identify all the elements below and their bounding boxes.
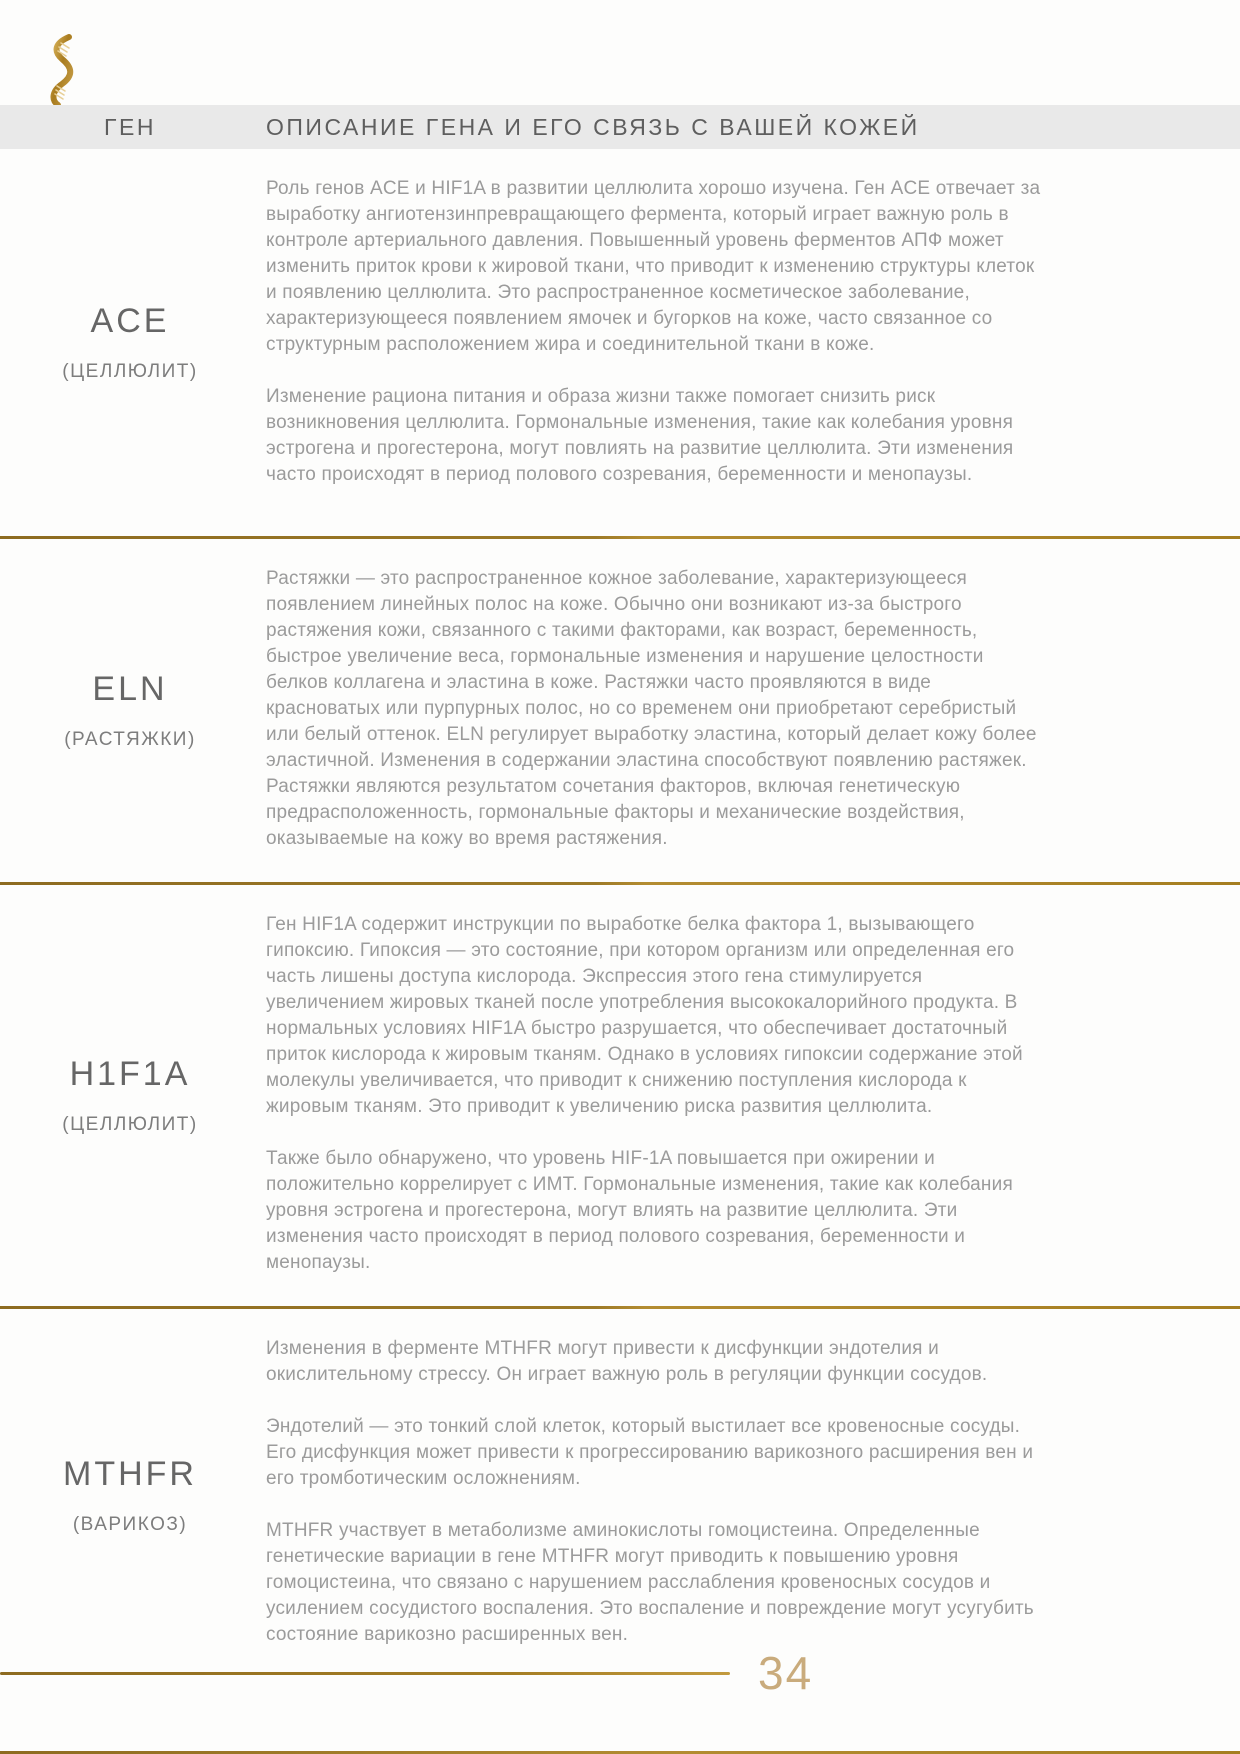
gene-trait: (РАСТЯЖКИ) (64, 729, 196, 750)
gene-description-paragraph: MTHFR участвует в метаболизме аминокислоты гомоцистеина. Определенные генетические вариации в гене MTHFR могут приводить к повышению уровня гомоцистеина, что связано с нарушением расслабления кровеносных сосудов и усилением сосудистого воспаления. Это воспаление и повреждение могут усугубить состояние варикозно расширенных вен. (266, 1520, 1034, 1645)
gene-trait: (ВАРИКОЗ) (72, 1514, 188, 1535)
gene-trait: (ЦЕЛЛЮЛИТ) (62, 361, 198, 382)
dna-logo-icon (46, 34, 80, 108)
footer-divider (0, 1672, 730, 1675)
gene-cell (0, 885, 260, 1306)
gene-cell (0, 1309, 260, 1682)
gene-cell (0, 539, 260, 882)
gene-name: ELN (92, 670, 168, 708)
gene-table (0, 149, 1240, 1682)
page-footer (0, 1646, 1240, 1700)
gene-description-paragraph: Растяжки — это распространенное кожное заболевание, характеризующееся появлением линейных полос на коже. Обычно они возникают из-за быстрого растяжения кожи, связанного с такими факторами, как возраст, беременность, быстрое увеличение веса, гормональные изменения и нарушение целостности белков коллагена и эластина в коже. Растяжки часто проявляются в виде красноватых или пурпурных полос, но со временем они приобретают серебристый или белый оттенок. ELN регулирует выработку эластина, который делает кожу более эластичной. Изменения в содержании эластина способствуют появлению растяжек. Растяжки являются результатом сочетания факторов, включая генетическую предрасположенность, гормональные факторы и механические воздействия, оказываемые на кожу во время растяжения. (266, 568, 1037, 849)
gene-row-mthfr (0, 1306, 1240, 1682)
gene-row-h1f1a (0, 882, 1240, 1306)
gene-description-paragraph: Также было обнаружено, что уровень HIF-1A повышается при ожирении и положительно коррелирует с ИМТ. Гормональные изменения, такие как колебания уровня эстрогена и прогестерона, могут влиять на развитие целлюлита. Эти изменения часто происходят в период полового созревания, беременности и менопаузы. (266, 1148, 1013, 1273)
gene-description-paragraph: Изменение рациона питания и образа жизни также помогает снизить риск возникновения целлюлита. Гормональные изменения, такие как колебания уровня эстрогена и прогестерона, могут повлиять на развитие целлюлита. Эти изменения часто происходят в период полового созревания, беременности и менопаузы. (266, 386, 1014, 485)
gene-description-paragraph: Ген HIF1A содержит инструкции по выработке белка фактора 1, вызывающего гипоксию. Гипоксия — это состояние, при котором организм или определенная его часть лишены доступа кислорода. Экспрессия этого гена стимулируется увеличением жировых тканей после употребления высококалорийного продукта. В нормальных условиях HIF1A быстро разрушается, что обеспечивает достаточный приток кислорода к жировым тканям. Однако в условиях гипоксии содержание этой молекулы увеличивается, что приводит к снижению поступления кислорода к жировым тканям. Это приводит к увеличению риска развития целлюлита. (266, 914, 1023, 1117)
gene-description-cell (260, 885, 1240, 1306)
table-header (0, 105, 1240, 149)
gene-description-paragraph: Изменения в ферменте MTHFR могут привести к дисфункции эндотелия и окислительному стрессу. Он играет важную роль в регуляции функции сосудов. (266, 1338, 988, 1385)
gene-row-ace (0, 149, 1240, 536)
gene-description-cell (260, 539, 1240, 882)
column-header-description: ОПИСАНИЕ ГЕНА И ЕГО СВЯЗЬ С ВАШЕЙ КОЖЕЙ (266, 113, 920, 140)
gene-description-paragraph: Эндотелий — это тонкий слой клеток, который выстилает все кровеносные сосуды. Его дисфункция может привести к прогрессированию варикозного расширения вен и его тромботическим осложнениям. (266, 1416, 1034, 1489)
gene-trait: (ЦЕЛЛЮЛИТ) (62, 1114, 198, 1135)
gene-cell (0, 149, 260, 536)
page-number: 34 (758, 1647, 814, 1699)
gene-row-eln (0, 536, 1240, 882)
gene-description-cell (260, 1309, 1240, 1682)
gene-name: H1F1A (69, 1055, 191, 1093)
column-header-gene: ГЕН (104, 113, 156, 140)
gene-description-paragraph: Роль генов ACE и HIF1A в развитии целлюлита хорошо изучена. Ген ACE отвечает за выработку ангиотензинпревращающего фермента, который играет важную роль в контроле артериального давления. Повышенный уровень ферментов АПФ может изменить приток крови к жировой ткани, что приводит к изменению структуры клеток и появлению целлюлита. Это распространенное косметическое заболевание, характеризующееся появлением ямочек и бугорков на коже, часто связанное со структурным расположением жира и соединительной ткани в коже. (266, 178, 1041, 355)
gene-description-cell (260, 149, 1240, 536)
gene-name: MTHFR (63, 1455, 197, 1493)
gene-name: ACE (90, 302, 170, 340)
